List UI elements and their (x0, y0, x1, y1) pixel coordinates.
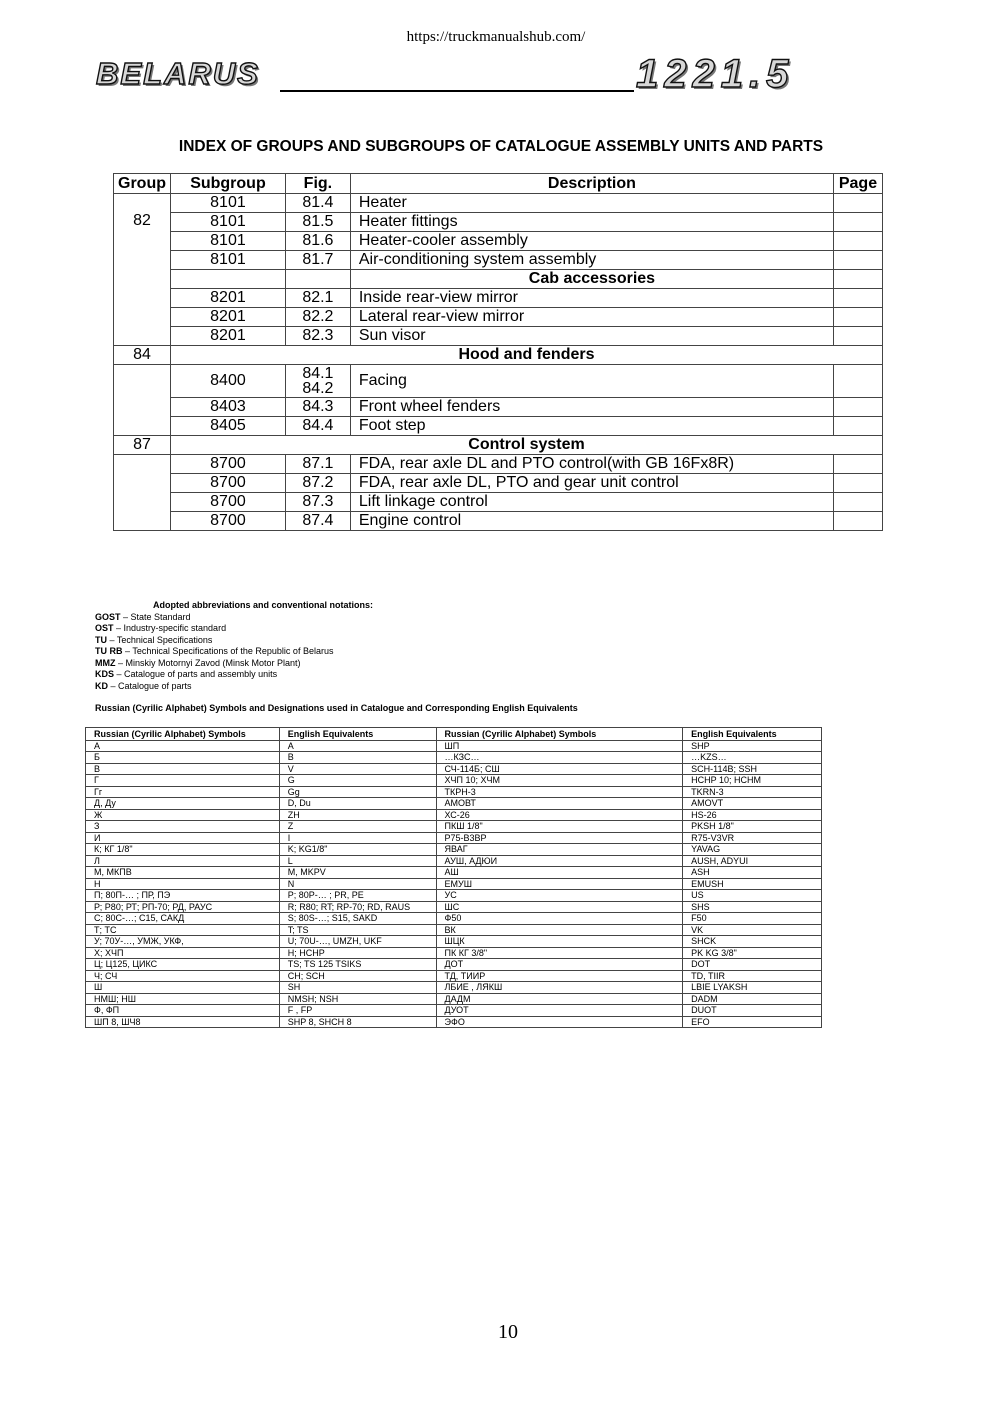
row-description: Foot step (350, 417, 833, 436)
abbreviation-term: MMZ (95, 657, 116, 668)
sym-russian-1: НМШ; НШ (86, 993, 280, 1005)
abbreviation-meaning: – Technical Specifications of the Republic of Belarus (122, 646, 334, 656)
row-fig: 84.3 (285, 398, 350, 417)
abbreviation-item (95, 669, 373, 681)
abbreviation-item (95, 658, 373, 670)
row-page (833, 417, 882, 436)
sym-russian-1: Ж (86, 809, 280, 821)
row-subgroup: 8101 (171, 213, 286, 232)
table-row (86, 821, 822, 833)
row-page (833, 251, 882, 270)
sym-english-2: LBIE LYAKSH (683, 982, 822, 994)
index-table (113, 173, 883, 531)
row-group (114, 365, 171, 436)
sym-russian-2: ХЧП 10; ХЧМ (436, 775, 683, 787)
page-title: INDEX OF GROUPS AND SUBGROUPS OF CATALOGUE ASSEMBLY UNITS AND PARTS (178, 138, 824, 155)
col-subgroup: Subgroup (171, 174, 286, 194)
sym-russian-1: Р; Р80; РТ; РП-70; РД, РАУС (86, 901, 280, 913)
sym-russian-2: …КЗС… (436, 752, 683, 764)
table-row (114, 213, 883, 232)
table-row (86, 890, 822, 902)
sym-russian-2: АШ (436, 867, 683, 879)
table-row (86, 855, 822, 867)
row-page (833, 213, 882, 232)
sym-english-1: K; KG1/8" (279, 844, 436, 856)
sym-russian-2: ПК КГ 3/8" (436, 947, 683, 959)
table-row (86, 832, 822, 844)
sym-russian-1: В (86, 763, 280, 775)
row-page (833, 232, 882, 251)
abbreviation-meaning: – Industry-specific standard (113, 623, 227, 633)
table-row (86, 901, 822, 913)
row-fig (285, 365, 350, 398)
symbols-table (85, 727, 822, 1028)
sym-english-1: Gg (279, 786, 436, 798)
sym-russian-2: ЯВАГ (436, 844, 683, 856)
table-row (86, 809, 822, 821)
row-subgroup: 8700 (171, 512, 286, 531)
sym-english-2: US (683, 890, 822, 902)
row-description: Lift linkage control (350, 493, 833, 512)
index-header-row (114, 174, 883, 194)
abbreviation-meaning: – State Standard (120, 611, 191, 622)
sym-english-2: R75-V3VR (683, 832, 822, 844)
row-subgroup: 8201 (171, 289, 286, 308)
table-row (114, 365, 883, 398)
sym-english-1: P; 80P-… ; PR, PE (279, 890, 436, 902)
table-row (86, 1005, 822, 1017)
sym-english-2: EMUSH (683, 878, 822, 890)
row-fig: 87.2 (285, 474, 350, 493)
sym-english-1: R; R80; RT; RP-70; RD, RAUS (279, 901, 436, 913)
sym-english-2: SHP (683, 740, 822, 752)
row-subgroup: 8700 (171, 455, 286, 474)
row-fig: 81.4 (285, 194, 350, 213)
col-fig: Fig. (285, 174, 350, 194)
sym-english-2: AUSH, ADYUI (683, 855, 822, 867)
sym-english-1: B (279, 752, 436, 764)
sym-english-1: D, Du (279, 798, 436, 810)
row-description: Lateral rear-view mirror (350, 308, 833, 327)
table-row (86, 752, 822, 764)
row-description: Facing (350, 365, 833, 398)
abbreviation-item (95, 646, 373, 658)
sym-russian-2: АМОВТ (436, 798, 683, 810)
table-row (114, 194, 883, 213)
table-row (86, 993, 822, 1005)
row-group (114, 194, 171, 346)
row-subgroup: 8400 (171, 365, 286, 398)
sym-english-1: ZH (279, 809, 436, 821)
row-fig: 82.2 (285, 308, 350, 327)
sym-english-1: M, MKPV (279, 867, 436, 879)
row-subgroup: 8101 (171, 194, 286, 213)
row-description: Heater (350, 194, 833, 213)
sym-english-1: TS; TS 125 TSIKS (279, 959, 436, 971)
row-fig: 87.3 (285, 493, 350, 512)
row-subgroup: 8403 (171, 398, 286, 417)
sym-english-2: YAVAG (683, 844, 822, 856)
sym-col-russian-1: Russian (Cyrilic Alphabet) Symbols (86, 728, 280, 741)
abbreviation-term: KD (95, 680, 108, 691)
row-fig: 87.1 (285, 455, 350, 474)
page-number: 10 (498, 1321, 518, 1343)
table-row (114, 270, 883, 289)
row-page (833, 365, 882, 398)
sym-english-1: NMSH; NSH (279, 993, 436, 1005)
row-fig (285, 270, 350, 289)
sym-russian-1: Л (86, 855, 280, 867)
symbols-title: Russian (Cyrilic Alphabet) Symbols and Designations used in Catalogue and Corresponding English Equivalents (95, 703, 578, 713)
table-row (86, 913, 822, 925)
row-fig: 84.4 (285, 417, 350, 436)
table-row (114, 251, 883, 270)
row-description: Sun visor (350, 327, 833, 346)
sym-russian-1: Т; ТС (86, 924, 280, 936)
sym-english-1: H; HCHP (279, 947, 436, 959)
sym-russian-1: А (86, 740, 280, 752)
row-subgroup: 8700 (171, 493, 286, 512)
sym-english-1: U; 70U-…, UMZH, UKF (279, 936, 436, 948)
abbreviation-meaning: – Catalogue of parts and assembly units (114, 669, 278, 679)
sym-english-2: SCH-114B; SSH (683, 763, 822, 775)
sym-russian-1: Ф, ФП (86, 1005, 280, 1017)
sym-russian-1: С; 80С-…; С15, САКД (86, 913, 280, 925)
sym-russian-2: ШП (436, 740, 683, 752)
sym-russian-2: ШС (436, 901, 683, 913)
sym-english-2: PK KG 3/8" (683, 947, 822, 959)
table-row (86, 936, 822, 948)
sym-russian-1: У; 70У-…, УМЖ, УКФ, (86, 936, 280, 948)
row-fig: 81.7 (285, 251, 350, 270)
abbreviation-meaning: – Catalogue of parts (108, 680, 192, 691)
sym-english-1: CH; SCH (279, 970, 436, 982)
col-group: Group (114, 174, 171, 194)
sym-russian-1: ШП 8, ШЧ8 (86, 1016, 280, 1028)
row-page (833, 398, 882, 417)
sym-russian-1: Х; ХЧП (86, 947, 280, 959)
table-row (86, 970, 822, 982)
sym-english-1: I (279, 832, 436, 844)
abbreviation-item (95, 635, 373, 647)
table-row (114, 327, 883, 346)
sym-english-2: VK (683, 924, 822, 936)
abbreviation-term: OST (95, 623, 114, 633)
abbreviations-list (95, 612, 373, 693)
table-row (86, 740, 822, 752)
table-row (86, 878, 822, 890)
sym-russian-2: ШЦК (436, 936, 683, 948)
sym-russian-1: К; КГ 1/8" (86, 844, 280, 856)
sym-russian-2: АУШ, АДЮИ (436, 855, 683, 867)
source-url: https://truckmanualshub.com/ (406, 29, 586, 45)
group-label: 82 (133, 212, 151, 229)
row-fig: 87.4 (285, 512, 350, 531)
sym-russian-1: И (86, 832, 280, 844)
row-page (833, 493, 882, 512)
table-row (86, 959, 822, 971)
sym-english-2: TKRN-3 (683, 786, 822, 798)
sym-english-2: TD, TIIR (683, 970, 822, 982)
row-subgroup (171, 270, 286, 289)
row-group: 87 (114, 436, 171, 455)
sym-russian-1: М, МКПВ (86, 867, 280, 879)
index-table-body (114, 194, 883, 531)
header-rule (280, 90, 634, 92)
sym-russian-2: Ф50 (436, 913, 683, 925)
row-page (833, 327, 882, 346)
sym-russian-2: ЛБИЕ , ЛЯКШ (436, 982, 683, 994)
table-row (86, 947, 822, 959)
table-row (114, 308, 883, 327)
table-row (114, 232, 883, 251)
section-title: Hood and fenders (171, 346, 883, 365)
sym-english-2: PKSH 1/8" (683, 821, 822, 833)
row-page (833, 512, 882, 531)
symbols-header-row (86, 728, 822, 741)
col-page: Page (833, 174, 882, 194)
row-page (833, 270, 882, 289)
row-description: Engine control (350, 512, 833, 531)
sym-russian-2: Р75-В3ВР (436, 832, 683, 844)
abbreviations-heading: Adopted abbreviations and conventional notations: (153, 600, 374, 610)
row-description: Heater-cooler assembly (350, 232, 833, 251)
row-subgroup: 8405 (171, 417, 286, 436)
abbreviation-item (95, 612, 373, 624)
table-row (114, 398, 883, 417)
sym-russian-2: СЧ-114Б; СШ (436, 763, 683, 775)
table-row (86, 775, 822, 787)
sym-russian-2: ХС-26 (436, 809, 683, 821)
sym-russian-2: ТД, ТИИР (436, 970, 683, 982)
sym-english-2: SHS (683, 901, 822, 913)
table-row (114, 346, 883, 365)
sym-russian-1: Ц; Ц125, ЦИКС (86, 959, 280, 971)
sym-english-2: HS-26 (683, 809, 822, 821)
abbreviation-item (95, 681, 373, 693)
sym-russian-1: Ш (86, 982, 280, 994)
sym-english-1: SHP 8, SHCH 8 (279, 1016, 436, 1028)
symbols-table-body (86, 740, 822, 1028)
abbreviations-block (95, 600, 373, 692)
sym-russian-2: ЕМУШ (436, 878, 683, 890)
sym-english-1: N (279, 878, 436, 890)
sym-col-russian-2: Russian (Cyrilic Alphabet) Symbols (436, 728, 683, 741)
table-row (86, 1016, 822, 1028)
subsection-title: Cab accessories (350, 270, 833, 289)
table-row (114, 455, 883, 474)
row-subgroup: 8700 (171, 474, 286, 493)
row-description: FDA, rear axle DL and PTO control(with GB 16Fx8R) (350, 455, 833, 474)
sym-english-1: A (279, 740, 436, 752)
row-description: Air-conditioning system assembly (350, 251, 833, 270)
sym-english-1: L (279, 855, 436, 867)
sym-english-2: ASH (683, 867, 822, 879)
sym-russian-1: Г (86, 775, 280, 787)
table-row (114, 474, 883, 493)
table-row (86, 924, 822, 936)
sym-russian-2: ДАДМ (436, 993, 683, 1005)
row-page (833, 455, 882, 474)
row-description: Heater fittings (350, 213, 833, 232)
table-row (86, 844, 822, 856)
sym-russian-2: ТКРН-3 (436, 786, 683, 798)
sym-english-2: AMOVT (683, 798, 822, 810)
sym-col-english-2: English Equivalents (683, 728, 822, 741)
table-row (114, 512, 883, 531)
row-fig: 82.1 (285, 289, 350, 308)
sym-english-2: DOT (683, 959, 822, 971)
sym-english-1: V (279, 763, 436, 775)
sym-english-2: DUOT (683, 1005, 822, 1017)
abbreviation-term: GOST (95, 611, 121, 622)
row-page (833, 474, 882, 493)
fig-line-2: 84.2 (302, 380, 334, 397)
row-fig: 81.6 (285, 232, 350, 251)
table-row (114, 417, 883, 436)
brand-logo: BELARUS (96, 56, 260, 91)
sym-col-english-1: English Equivalents (279, 728, 436, 741)
row-group (114, 455, 171, 531)
abbreviation-item (95, 623, 373, 635)
sym-english-1: T; TS (279, 924, 436, 936)
abbreviation-meaning: – Minskiy Motornyi Zavod (Minsk Motor Plant) (115, 657, 301, 668)
row-page (833, 194, 882, 213)
row-description: FDA, rear axle DL, PTO and gear unit control (350, 474, 833, 493)
sym-english-2: F50 (683, 913, 822, 925)
row-group: 84 (114, 346, 171, 365)
row-fig: 82.3 (285, 327, 350, 346)
sym-english-2: DADM (683, 993, 822, 1005)
sym-russian-2: ПКШ 1/8" (436, 821, 683, 833)
table-row (114, 289, 883, 308)
row-subgroup: 8101 (171, 251, 286, 270)
sym-russian-1: П; 80П-… ; ПР, ПЭ (86, 890, 280, 902)
sym-english-2: EFO (683, 1016, 822, 1028)
sym-english-2: SHCK (683, 936, 822, 948)
table-row (86, 763, 822, 775)
sym-english-1: Z (279, 821, 436, 833)
sym-english-2: HCHP 10; HCHM (683, 775, 822, 787)
table-row (114, 493, 883, 512)
sym-russian-1: З (86, 821, 280, 833)
sym-russian-2: УС (436, 890, 683, 902)
abbreviation-meaning: – Technical Specifications (107, 634, 213, 645)
sym-russian-2: ЭФО (436, 1016, 683, 1028)
table-row (86, 786, 822, 798)
row-fig: 81.5 (285, 213, 350, 232)
sym-russian-2: ДУОТ (436, 1005, 683, 1017)
sym-english-1: G (279, 775, 436, 787)
sym-russian-1: Б (86, 752, 280, 764)
sym-russian-2: ДОТ (436, 959, 683, 971)
sym-russian-1: Д, Ду (86, 798, 280, 810)
abbreviation-term: KDS (95, 669, 115, 679)
sym-english-2: …KZS… (683, 752, 822, 764)
sym-russian-1: Н (86, 878, 280, 890)
table-row (86, 982, 822, 994)
row-description: Inside rear-view mirror (350, 289, 833, 308)
sym-english-1: SH (279, 982, 436, 994)
sym-russian-1: Ч; СЧ (86, 970, 280, 982)
abbreviation-term: TU RB (95, 646, 123, 656)
row-description: Front wheel fenders (350, 398, 833, 417)
row-subgroup: 8201 (171, 308, 286, 327)
sym-english-1: S; 80S-…; S15, SAKD (279, 913, 436, 925)
row-page (833, 289, 882, 308)
section-title: Control system (171, 436, 883, 455)
sym-russian-1: Гг (86, 786, 280, 798)
table-row (86, 867, 822, 879)
row-page (833, 308, 882, 327)
row-subgroup: 8201 (171, 327, 286, 346)
row-subgroup: 8101 (171, 232, 286, 251)
col-description: Description (350, 174, 833, 194)
table-row (86, 798, 822, 810)
model-logo: 1221.5 (636, 52, 795, 96)
fig-line-1: 84.1 (302, 365, 334, 382)
abbreviation-term: TU (95, 634, 107, 645)
table-row (114, 436, 883, 455)
sym-english-1: F , FP (279, 1005, 436, 1017)
sym-russian-2: ВК (436, 924, 683, 936)
